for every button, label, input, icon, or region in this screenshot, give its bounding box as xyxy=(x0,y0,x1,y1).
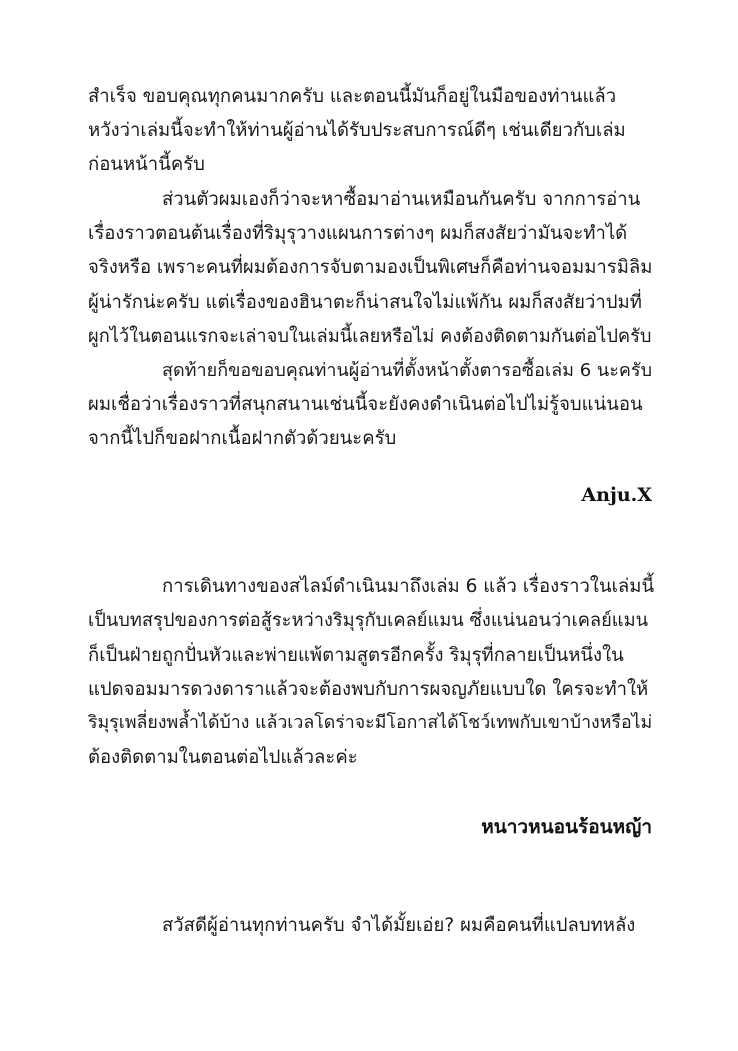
text-line: เรื่องราวตอนต้นเรื่องที่ริมุรุวางแผนการต่างๆ ผมก็สงสัยว่ามันจะทำได้ xyxy=(88,223,628,244)
signature-anju: Anju.X xyxy=(581,484,652,506)
text-line: ก็เป็นฝ่ายถูกปั่นหัวและพ่ายแพ้ตามสูตรอีกครั้ง ริมุรุที่กลายเป็นหนึ่งใน xyxy=(88,645,624,666)
paragraph-first-line: สุดท้ายก็ขอขอบคุณท่านผู้อ่านที่ตั้งหน้าตั้งตารอซื้อเล่ม 6 นะครับ xyxy=(162,360,652,381)
paragraph-first-line: การเดินทางของสไลม์ดำเนินมาถึงเล่ม 6 แล้ว เรื่องราวในเล่มนี้ xyxy=(162,576,655,597)
text-line: ผู้น่ารักน่ะครับ แต่เรื่องของฮินาตะก็น่าสนใจไม่แพ้กัน ผมก็สงสัยว่าปมที่ xyxy=(88,292,642,313)
text-line: เป็นบทสรุปของการต่อสู้ระหว่างริมุรุกับเคลย์แมน ซึ่งแน่นอนว่าเคลย์แมน xyxy=(88,610,649,631)
text-line: ผูกไว้ในตอนแรกจะเล่าจบในเล่มนี้เลยหรือไม่ คงต้องติดตามกันต่อไปครับ xyxy=(88,326,652,347)
text-line: ก่อนหน้านี้ครับ xyxy=(88,154,205,175)
text-line: ผมเชื่อว่าเรื่องราวที่สนุกสนานเช่นนี้จะยังคงดำเนินต่อไปไม่รู้จบแน่นอน xyxy=(88,394,643,415)
paragraph-first-line: ส่วนตัวผมเองก็ว่าจะหาซื้อมาอ่านเหมือนกันครับ จากการอ่าน xyxy=(162,189,641,210)
signature-translator: หนาวหนอนร้อนหญ้า xyxy=(481,816,652,838)
text-line: สำเร็จ ขอบคุณทุกคนมากครับ และตอนนี้มันก็อยู่ในมือของท่านแล้ว xyxy=(88,86,617,107)
text-line: จริงหรือ เพราะคนที่ผมต้องการจับตามองเป็นพิเศษก็คือท่านจอมมารมิลิม xyxy=(88,257,653,278)
text-line: ริมุรุเพลี่ยงพล้ำได้บ้าง แล้วเวลโดร่าจะมีโอกาสได้โชว์เทพกับเขาบ้างหรือไม่ xyxy=(88,713,653,733)
paragraph-first-line: สวัสดีผู้อ่านทุกท่านครับ จำได้มั้ยเอ่ย? ผมคือคนที่แปลบทหลัง xyxy=(162,915,636,936)
text-line: จากนี้ไปก็ขอฝากเนื้อฝากตัวด้วยนะครับ xyxy=(88,428,397,449)
text-line: หวังว่าเล่มนี้จะทำให้ท่านผู้อ่านได้รับประสบการณ์ดีๆ เช่นเดียวกับเล่ม xyxy=(88,120,626,141)
text-line: แปดจอมมารดวงดาราแล้วจะต้องพบกับการผจญภัยแบบใด ใครจะทำให้ xyxy=(88,679,649,700)
text-line: ต้องติดตามในตอนต่อไปแล้วละค่ะ xyxy=(88,747,358,768)
